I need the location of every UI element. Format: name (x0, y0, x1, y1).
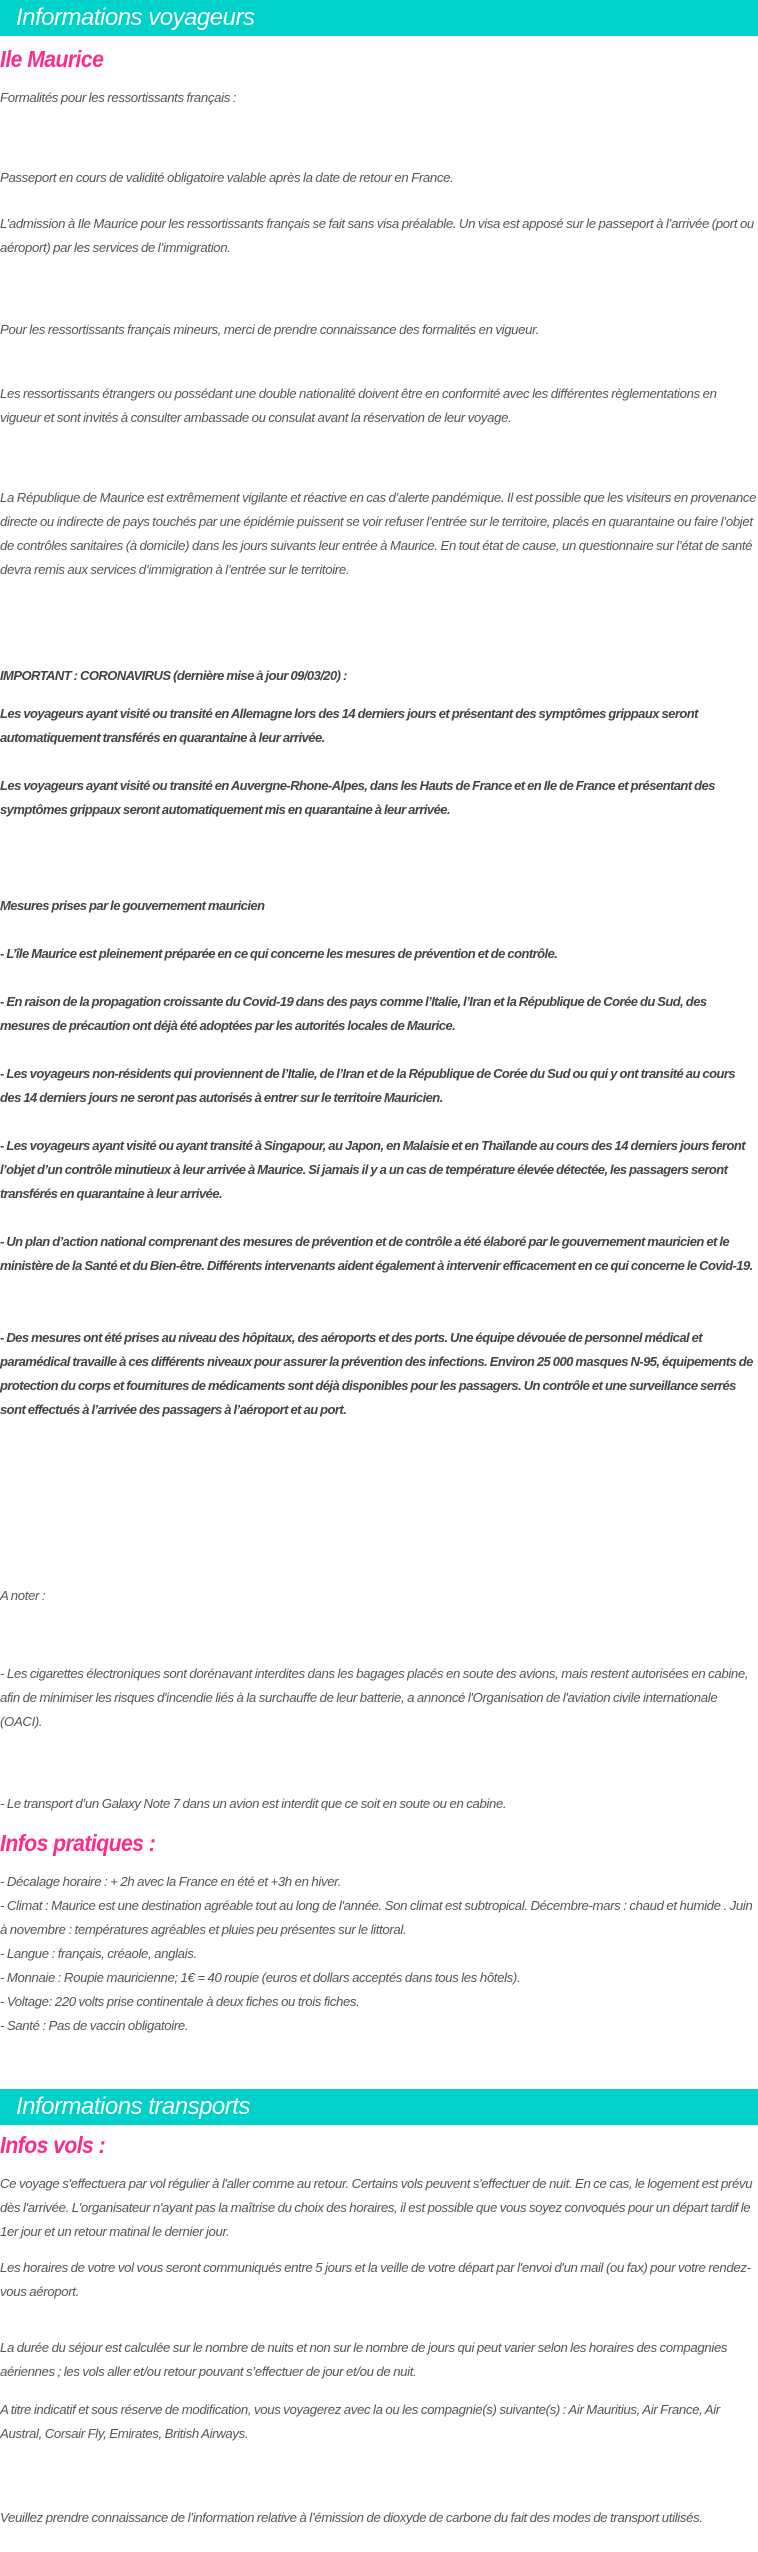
info-pratique-item: - Monnaie : Roupie mauricienne; 1€ = 40 roupie (euros et dollars acceptés dans tous les hôtels). (0, 1970, 521, 1985)
important-heading: IMPORTANT : CORONAVIRUS (dernière mise à jour 09/03/20) : (0, 668, 347, 683)
a-noter-item: - Les cigarettes électroniques sont dorénavant interdites dans les bagages placés en soute des avions, mais restent autorisées en cabine, afin de minimiser les risques d'incendie liés à la surchauffe de leur batterie, a annoncé l'Organisation de l'aviation civile internationale (OACI). (0, 1666, 749, 1729)
info-pratique-item: - Voltage: 220 volts prise continentale à deux fiches ou trois fiches. (0, 1994, 360, 2009)
section-title: Informations transports (16, 2093, 250, 2120)
mesure-item: - En raison de la propagation croissante du Covid-19 dans des pays comme l’Italie, l’Iran et la République de Corée du Sud, des mesures de précaution ont déjà été adoptées par les autorités locales de Maurice. (0, 994, 707, 1033)
mesures-heading: Mesures prises par le gouvernement mauricien (0, 898, 265, 913)
compagnies-paragraph: A titre indicatif et sous réserve de modification, vous voyagerez avec la ou les compagnie(s) suivante(s) : Air Mauritius, Air France, Air Austral, Corsair Fly, Emirates, British Airways. (0, 2402, 720, 2441)
a-noter-heading: A noter : (0, 1588, 46, 1603)
infos-pratiques-title: Infos pratiques : (0, 1830, 156, 1856)
info-pratique-item: - Décalage horaire : + 2h avec la France en été et +3h en hiver. (0, 1874, 342, 1889)
mesure-item: - Un plan d’action national comprenant des mesures de prévention et de contrôle a été élaboré par le gouvernement mauricien et le ministère de la Santé et du Bien-être. Différents intervenants aident également à intervenir efficacement en ce qui concerne le Covid-19. (0, 1234, 753, 1273)
passeport-paragraph: Passeport en cours de validité obligatoire valable après la date de retour en France. (0, 170, 454, 185)
section-bar-transports (0, 2089, 758, 2125)
section-title: Informations voyageurs (16, 4, 255, 31)
vols-paragraph: La durée du séjour est calculée sur le nombre de nuits et non sur le nombre de jours qui peut varier selon les horaires des compagnies aériennes ; les vols aller et/ou retour pouvant s’effectuer de jour et/ou de nuit. (0, 2340, 728, 2379)
vols-paragraph: Les horaires de votre vol vous seront communiqués entre 5 jours et la veille de votre départ par l'envoi d'un mail (ou fax) pour votre rendez-vous aéroport. (0, 2260, 751, 2299)
mesure-item: - Les voyageurs non-résidents qui proviennent de l’Italie, de l’Iran et de la République de Corée du Sud ou qui y ont transité au cours des 14 derniers jours ne seront pas autorisés à entrer sur le territoire Mauricien. (0, 1066, 736, 1105)
infos-vols-title: Infos vols : (0, 2132, 106, 2158)
destination-title: Ile Maurice (0, 46, 104, 72)
info-pratique-item: - Langue : français, créaole, anglais. (0, 1946, 197, 1961)
important-allemagne: Les voyageurs ayant visité ou transité en Allemagne lors des 14 derniers jours et présentant des symptômes grippaux seront automatiquement transférés en quarantaine à leur arrivée. (0, 706, 698, 745)
info-pratique-item: - Santé : Pas de vaccin obligatoire. (0, 2018, 189, 2033)
important-france: Les voyageurs ayant visité ou transité en Auvergne-Rhone-Alpes, dans les Hauts de France et en Ile de France et présentant des symptômes grippaux seront automatiquement mis en quarantaine à leur arrivée. (0, 778, 715, 817)
mesure-item: - Les voyageurs ayant visité ou ayant transité à Singapour, au Japon, en Malaisie et en Thaïlande au cours des 14 derniers jours feront l’objet d’un contrôle minutieux à leur arrivée à Maurice. Si jamais il y a un cas de température élevée détectée, les passagers seront transférés en quarantaine à leur arrivée. (0, 1138, 746, 1201)
mesure-item: - Des mesures ont été prises au niveau des hôpitaux, des aéroports et des ports. Une équipe dévouée de personnel médical et paramédical travaille à ces différents niveaux pour assurer la prévention des infections. Environ 25 000 masques N-95, équipements de protection du corps et fournitures de médicaments sont déjà disponibles pour les passagers. Un contrôle et une surveillance serrés sont effectués à l’arrivée des passagers à l’aéroport et au port. (0, 1330, 753, 1417)
section-bar-voyageurs (0, 0, 758, 36)
mesure-item: - L’île Maurice est pleinement préparée en ce qui concerne les mesures de prévention et de contrôle. (0, 946, 558, 961)
etrangers-paragraph: Les ressortissants étrangers ou possédant une double nationalité doivent être en conformité avec les différentes règlementations en vigueur et sont invités à consulter ambassade ou consulat avant la réservation de leur voyage. (0, 386, 717, 425)
info-pratique-item: - Climat : Maurice est une destination agréable tout au long de l'année. Son climat est subtropical. Décembre-mars : chaud et humide . Juin à novembre : températures agréables et pluies peu présentes sur le littoral. (0, 1898, 753, 1937)
admission-paragraph: L’admission à Ile Maurice pour les ressortissants français se fait sans visa préalable. Un visa est apposé sur le passeport à l’arrivée (port ou aéroport) par les services de l’immigration. (0, 216, 754, 255)
a-noter-item: - Le transport d’un Galaxy Note 7 dans un avion est interdit que ce soit en soute ou en cabine. (0, 1796, 507, 1811)
co2-paragraph: Veuillez prendre connaissance de l’information relative à l’émission de dioxyde de carbone du fait des modes de transport utilisés. (0, 2510, 703, 2525)
republique-paragraph: La République de Maurice est extrêmement vigilante et réactive en cas d’alerte pandémique. Il est possible que les visiteurs en provenance directe ou indirecte de pays touchés par une épidémie puissent se voir refuser l’entrée sur le territoire, placés en quarantaine ou faire l’objet de contrôles sanitaires (à domicile) dans les jours suivants leur entrée à Maurice. En tout état de cause, un questionnaire sur l’état de santé devra remis aux services d’immigration à l’entrée sur le territoire. (0, 490, 757, 577)
formalites-intro: Formalités pour les ressortissants français : (0, 90, 237, 105)
mineurs-paragraph: Pour les ressortissants français mineurs, merci de prendre connaissance des formalités en vigueur. (0, 322, 539, 337)
vols-paragraph: Ce voyage s'effectuera par vol régulier à l'aller comme au retour. Certains vols peuvent s'effectuer de nuit. En ce cas, le logement est prévu dès l'arrivée. L'organisateur n'ayant pas la maîtrise du choix des horaires, il est possible que vous soyez convoqués pour un départ tardif le 1er jour et un retour matinal le dernier jour. (0, 2176, 753, 2239)
